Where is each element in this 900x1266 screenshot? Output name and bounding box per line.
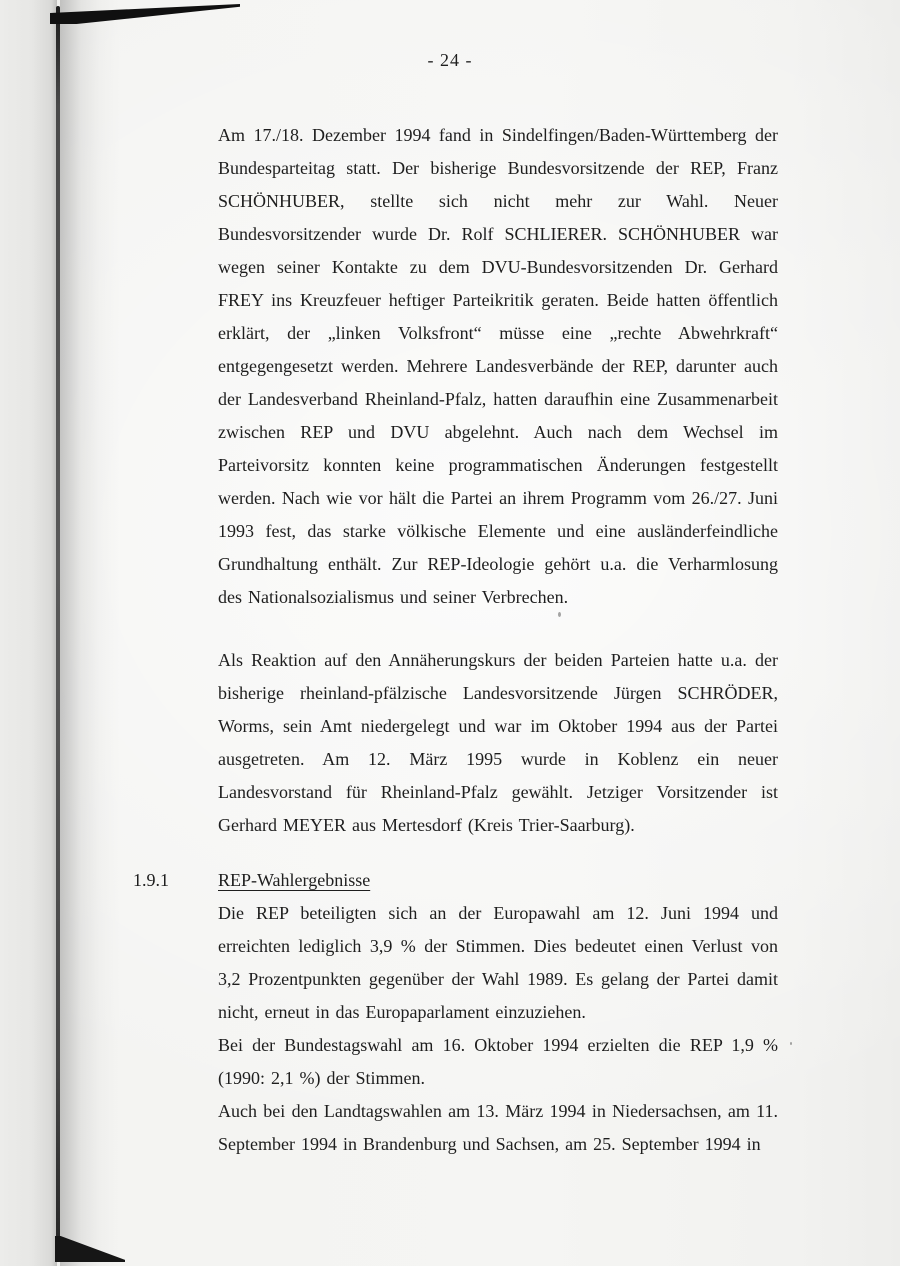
section-text-block (218, 897, 778, 1161)
page-number: - 24 - (427, 50, 473, 70)
section-number: 1.9.1 (133, 870, 169, 890)
body-paragraph-1: Am 17./18. Dezember 1994 fand in Sindelfingen/Baden-Württemberg der Bundesparteitag statt. Der bisherige Bundesvorsitzende der REP, Franz SCHÖNHUBER, stellte sich nicht mehr zur Wahl. Neuer Bundesvorsitzender wurde Dr. Rolf SCHLIERER. SCHÖNHUBER war wegen seiner Kontakte zu dem DVU-Bundesvorsitzenden Dr. Gerhard FREY ins Kreuzfeuer heftiger Parteikritik geraten. Beide hatten öffentlich erklärt, der „linken Volksfront“ müsse eine „rechte Abwehrkraft“ entgegengesetzt werden. Mehrere Landesverbände der REP, darunter auch der Landesverband Rheinland-Pfalz, hatten daraufhin eine Zusammenarbeit zwischen REP und DVU abgelehnt. Auch nach dem Wechsel im Parteivorsitz konnten keine programmatischen Änderungen festgestellt werden. Nach wie vor hält die Partei an ihrem Programm vom 26./27. Juni 1993 fest, das starke völkische Elemente und eine ausländerfeindliche Grundhaltung enthält. Zur REP-Ideologie gehört u.a. die Verharmlosung des Nationalsozialismus und seiner Verbrechen. (218, 125, 778, 607)
section-paragraph-3: Auch bei den Landtagswahlen am 13. März 1994 in Niedersachsen, am 11. September 1994 in Brandenburg und Sachsen, am 25. September 1994 in (218, 1101, 778, 1154)
section-heading-row (0, 864, 900, 897)
section-paragraph-2: Bei der Bundestagswahl am 16. Oktober 1994 erzielten die REP 1,9 % (1990: 2,1 %) der Stimmen. (218, 1035, 778, 1088)
section-heading: REP-Wahlergebnisse (218, 870, 371, 890)
main-text-block (218, 119, 778, 842)
body-paragraph-2: Als Reaktion auf den Annäherungskurs der beiden Parteien hatte u.a. der bisherige rheinland-pfälzische Landesvorsitzende Jürgen SCHRÖDER, Worms, sein Amt niedergelegt und war im Oktober 1994 aus der Partei ausgetreten. Am 12. März 1995 wurde in Koblenz ein neuer Landesvorstand für Rheinland-Pfalz gewählt. Jetziger Vorsitzender ist Gerhard MEYER aus Mertesdorf (Kreis Trier-Saarburg). (218, 650, 778, 835)
section-1-9-1 (0, 864, 900, 1161)
section-paragraph-1: Die REP beteiligten sich an der Europawahl am 12. Juni 1994 und erreichten lediglich 3,9 % der Stimmen. Dies bedeutet einen Verlust von 3,2 Prozentpunkten gegenüber der Wahl 1989. Es gelang der Partei damit nicht, erneut in das Europaparlament einzuziehen. (218, 903, 778, 1022)
